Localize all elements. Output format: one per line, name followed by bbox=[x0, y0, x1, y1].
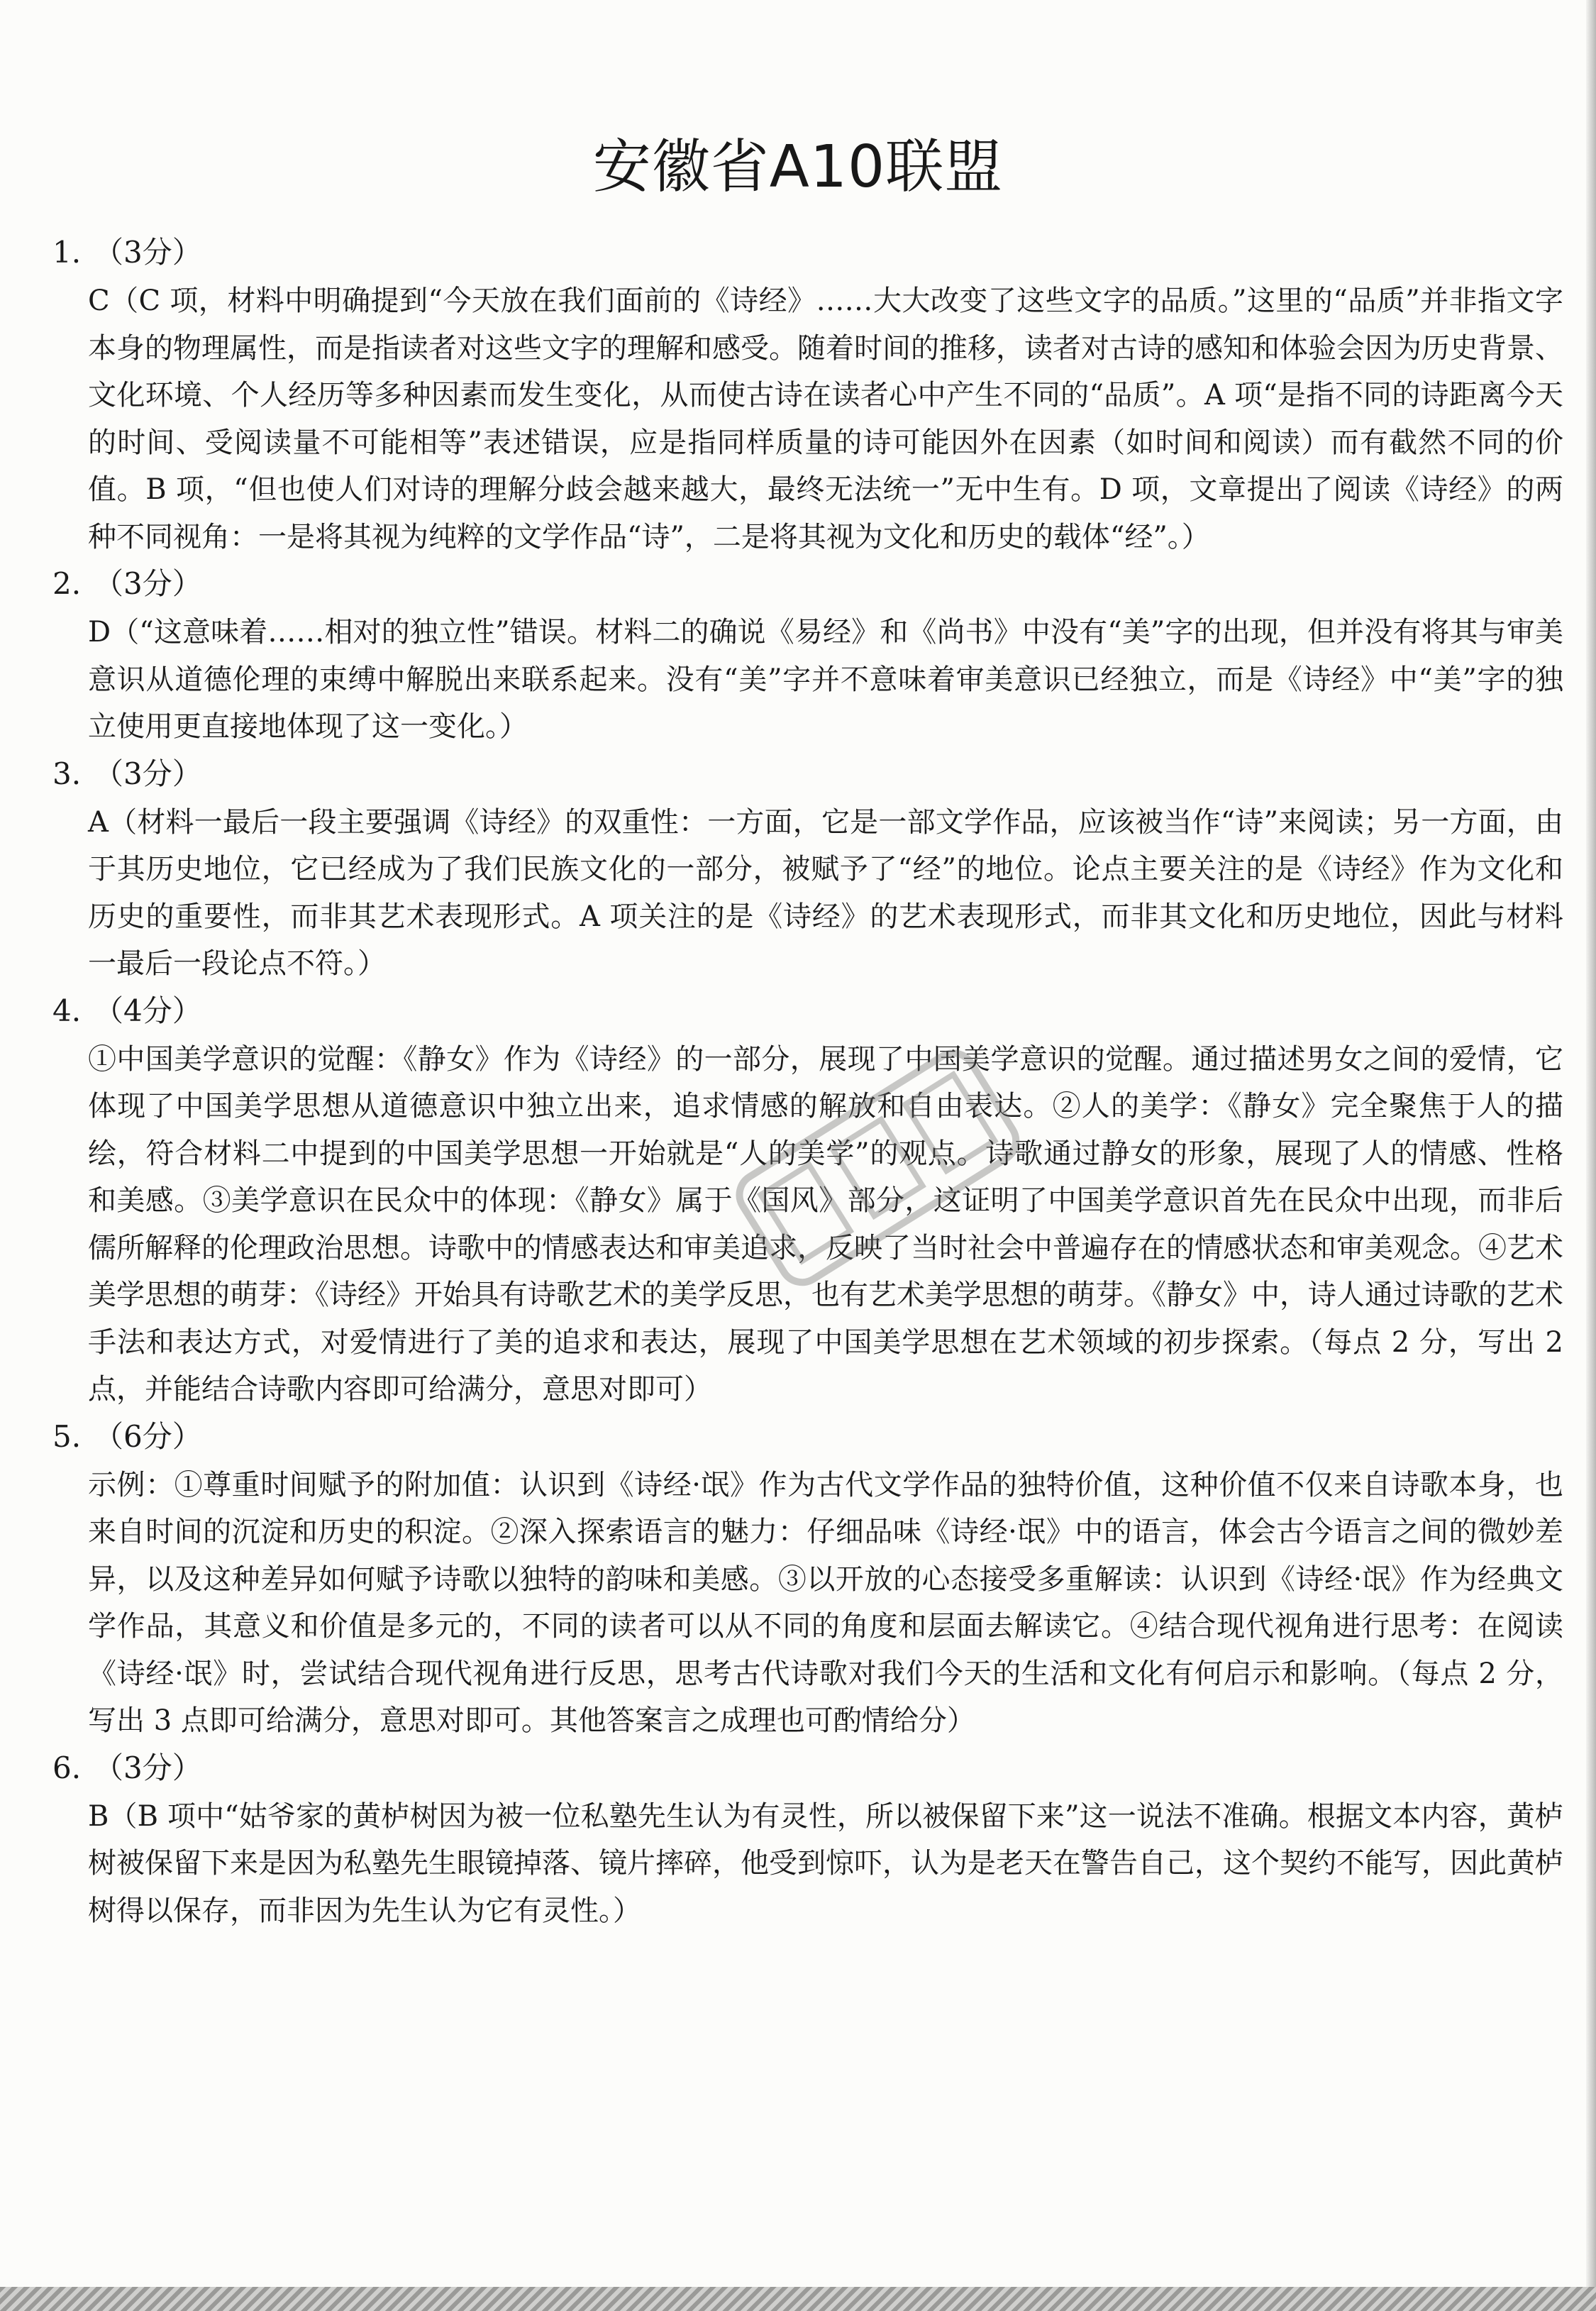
question-answer: A（材料一最后一段主要强调《诗经》的双重性：一方面，它是一部文学作品，应该被当作“诗”来阅读；另一方面，由于其历史地位，它已经成为了我们民族文化的一部分，被赋予了“经”的地位。论点主要关注的是《诗经》作为文化和历史的重要性，而非其艺术表现形式。A 项关注的是《诗经》的艺术表现形式，而非其文化和历史地位，因此与材料一最后一段论点不符。） bbox=[88, 805, 1563, 980]
question-answer: C（C 项，材料中明确提到“今天放在我们面前的《诗经》……大大改变了这些文字的品质。”这里的“品质”并非指文字本身的物理属性，而是指读者对这些文字的理解和感受。随着时间的推移，读者对古诗的感知和体验会因为历史背景、文化环境、个人经历等多种因素而发生变化，从而使古诗在读者心中产生不同的“品质”。A 项“是指不同的诗距离今天的时间、受阅读量不可能相等”表述错误，应是指同样质量的诗可能因外在因素（如时间和阅读）而有截然不同的价值。B 项，“但也使人们对诗的理解分歧会越来越大，最终无法统一”无中生有。D 项，文章提出了阅读《诗经》的两种不同视角：一是将其视为纯粹的文学作品“诗”，二是将其视为文化和历史的载体“经”。） bbox=[88, 285, 1563, 553]
question-number: 6. bbox=[52, 1750, 82, 1785]
question-header bbox=[52, 989, 1570, 1033]
question-number: 3. bbox=[52, 756, 82, 791]
question-block bbox=[52, 1746, 1570, 1935]
question-score: （3分） bbox=[94, 235, 202, 270]
question-score: （3分） bbox=[94, 1750, 202, 1785]
question-number: 4. bbox=[52, 993, 82, 1028]
scan-bottom-edge bbox=[0, 2287, 1596, 2311]
question-score: （4分） bbox=[94, 993, 202, 1028]
question-number: 2. bbox=[52, 566, 82, 601]
question-number: 5. bbox=[52, 1418, 82, 1454]
question-answer: ①中国美学意识的觉醒：《静女》作为《诗经》的一部分，展现了中国美学意识的觉醒。通过描述男女之间的爱情，它体现了中国美学思想从道德意识中独立出来，追求情感的解放和自由表达。②人的美学：《静女》完全聚焦于人的描绘，符合材料二中提到的中国美学思想一开始就是“人的美学”的观点。诗歌通过静女的形象，展现了人的情感、性格和美感。③美学意识在民众中的体现：《静女》属于《国风》部分，这证明了中国美学意识首先在民众中出现，而非后儒所解释的伦理政治思想。诗歌中的情感表达和审美追求，反映了当时社会中普遍存在的情感状态和审美观念。④艺术美学思想的萌芽：《诗经》开始具有诗歌艺术的美学反思，也有艺术美学思想的萌芽。《静女》中，诗人通过诗歌的艺术手法和表达方式，对爱情进行了美的追求和表达，展现了中国美学思想在艺术领域的初步探索。（每点 2 分，写出 2 点，并能结合诗歌内容即可给满分，意思对即可） bbox=[88, 1042, 1563, 1406]
question-answer: 示例：①尊重时间赋予的附加值：认识到《诗经·氓》作为古代文学作品的独特价值，这种价值不仅来自诗歌本身，也来自时间的沉淀和历史的积淀。②深入探索语言的魅力：仔细品味《诗经·氓》中的语言，体会古今语言之间的微妙差异，以及这种差异如何赋予诗歌以独特的韵味和美感。③以开放的心态接受多重解读：认识到《诗经·氓》作为经典文学作品，其意义和价值是多元的，不同的读者可以从不同的角度和层面去解读它。④结合现代视角进行思考：在阅读《诗经·氓》时，尝试结合现代视角进行反思，思考古代诗歌对我们今天的生活和文化有何启示和影响。（每点 2 分，写出 3 点即可给满分，意思对即可。其他答案言之成理也可酌情给分） bbox=[88, 1468, 1563, 1737]
question-block bbox=[52, 562, 1570, 751]
question-block bbox=[52, 1415, 1570, 1745]
question-block bbox=[52, 752, 1570, 988]
question-block bbox=[52, 231, 1570, 561]
question-header bbox=[52, 752, 1570, 796]
question-answer: D（“这意味着……相对的独立性”错误。材料二的确说《易经》和《尚书》中没有“美”字的出现，但并没有将其与审美意识从道德伦理的束缚中解脱出来联系起来。没有“美”字并不意味着审美意识已经独立，而是《诗经》中“美”字的独立使用更直接地体现了这一变化。） bbox=[88, 616, 1563, 743]
question-score: （3分） bbox=[94, 566, 202, 601]
question-answer: B（B 项中“姑爷家的黄栌树因为被一位私塾先生认为有灵性，所以被保留下来”这一说法不准确。根据文本内容，黄栌树被保留下来是因为私塾先生眼镜掉落、镜片摔碎，他受到惊吓，认为是老天在警告自己，这个契约不能写，因此黄栌树得以保存，而非因为先生认为它有灵性。） bbox=[88, 1799, 1563, 1927]
question-header bbox=[52, 231, 1570, 275]
scan-edge-shadow bbox=[1586, 0, 1596, 2311]
question-score: （6分） bbox=[94, 1418, 202, 1454]
answer-list bbox=[52, 231, 1570, 1936]
page-title: 安徽省A10联盟 bbox=[592, 133, 1004, 201]
question-score: （3分） bbox=[94, 756, 202, 791]
question-header bbox=[52, 1415, 1570, 1459]
question-number: 1. bbox=[52, 235, 82, 270]
question-header bbox=[52, 1746, 1570, 1790]
question-header bbox=[52, 562, 1570, 606]
